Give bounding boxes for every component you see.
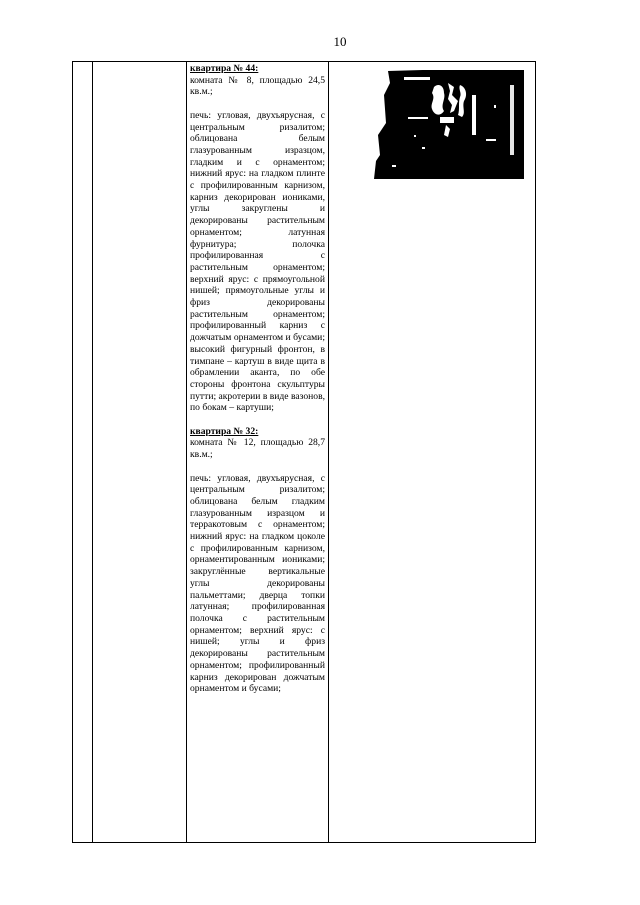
table-row <box>73 62 536 843</box>
page-number: 10 <box>333 34 347 49</box>
spacer <box>190 98 325 110</box>
room-info: комната № 8, площадью 24,5 кв.м.; <box>190 74 325 98</box>
name-cell <box>93 62 187 843</box>
apartment-title: квартира № 44: <box>190 63 259 74</box>
description-cell <box>187 62 329 843</box>
spacer <box>190 414 325 426</box>
number-cell <box>73 62 93 843</box>
photo-cell <box>329 62 536 843</box>
stove-description: печь: угловая, двухъярусная, с центральным ризалитом; облицована белым гладким глазурованным изразцом и терракотовым с орнаментом; нижний ярус: на гладком цоколе с профилированным карнизом, орнаментированным иониками; закруглённые вертикальные углы декорированы пальметтами; дверца топки латунная; профилированная полочка с растительным орнаментом; верхний ярус: с нишей; углы и фриз декорированы растительным орнаментом; профилированный карниз декорирован дожчатым орнаментом и бусами; <box>190 472 325 695</box>
apartment-title: квартира № 32: <box>190 425 259 437</box>
room-info: комната № 12, площадью 28,7 кв.м.; <box>190 437 325 461</box>
stove-description: печь: угловая, двухъярусная, с центральным ризалитом; облицована белым глазурованным изразцом, гладким и с орнаментом; нижний ярус: на гладком плинте с профилированным карнизом, карниз декорирован иониками, углы закруглены и декорированы растительным орнаментом; латунная фурнитура; полочка профилированная с растительным орнаментом; верхний ярус: с прямоугольной нишей; прямоугольные углы и фриз декорированы растительным орнаментом; профилированный карниз с дожчатым орнаментом и бусами; высокий фигурный фронтон, в тимпане – картуш в виде щита в обрамлении аканта, по обе стороны фронтона скульптуры путти; акротерии в виде вазонов, по бокам – картуши; <box>190 109 325 414</box>
register-table <box>72 61 536 843</box>
spacer <box>190 461 325 473</box>
stove-photo-icon <box>374 65 526 179</box>
